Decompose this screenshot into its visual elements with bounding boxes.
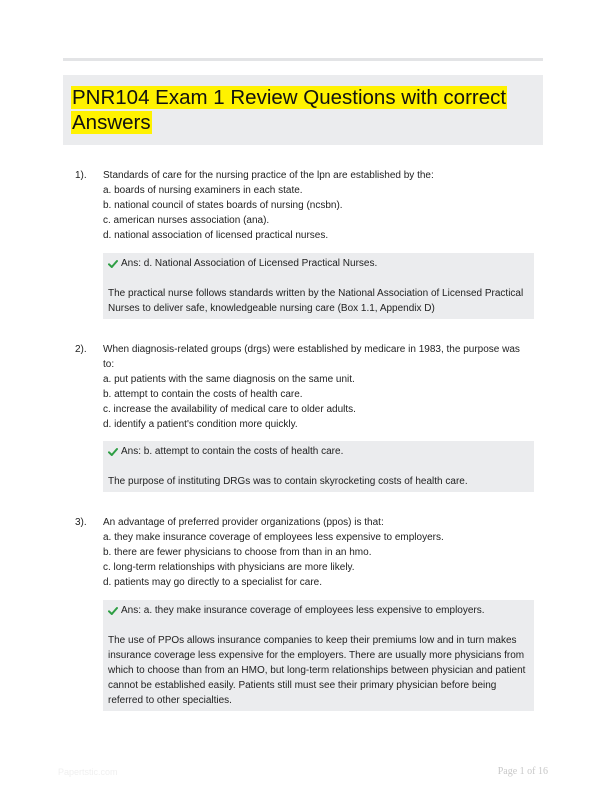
answer-text: Ans: a. they make insurance coverage of employees less expensive to employers.	[121, 605, 485, 616]
option-a: a. boards of nursing examiners in each state.	[103, 185, 303, 196]
option-c: c. increase the availability of medical care to older adults.	[103, 404, 356, 415]
answer-explanation: The use of PPOs allows insurance companies to keep their premiums low and in turn makes insurance coverage less expensive for the employers. There are usually more physicians from which to choose than from an HMO, but long-term relationships between physician and patient cannot be established easily. Patients still must see their primary physician before being referred to other specialties.	[108, 635, 526, 706]
title-banner	[63, 75, 543, 145]
option-d: d. identify a patient's condition more quickly.	[103, 419, 298, 430]
answer-line	[108, 603, 529, 618]
top-divider	[63, 58, 543, 61]
page-title-highlight: PNR104 Exam 1 Review Questions with correct Answers	[72, 86, 507, 134]
option-a: a. they make insurance coverage of employees less expensive to employers.	[103, 532, 444, 543]
option-b: b. there are fewer physicians to choose from than in an hmo.	[103, 547, 372, 558]
question-number: 1).	[75, 170, 87, 181]
question-text	[103, 342, 528, 432]
question-stem: An advantage of preferred provider organizations (ppos) is that:	[103, 517, 384, 528]
answer-explanation: The practical nurse follows standards written by the National Association of Licensed Practical Nurses to deliver safe, knowledgeable nursing care (Box 1.1, Appendix D)	[108, 288, 524, 314]
option-c: c. american nurses association (ana).	[103, 215, 270, 226]
footer-watermark: Papertstic.com	[58, 767, 118, 777]
answer-box-1	[103, 253, 534, 319]
question-stem: Standards of care for the nursing practice of the lpn are established by the:	[103, 170, 434, 181]
option-b: b. attempt to contain the costs of health care.	[103, 389, 303, 400]
check-icon	[108, 259, 118, 269]
option-d: d. national association of licensed practical nurses.	[103, 230, 329, 241]
answer-box-2	[103, 441, 534, 492]
option-d: d. patients may go directly to a specialist for care.	[103, 577, 322, 588]
question-number: 2).	[75, 344, 87, 355]
question-number: 3).	[75, 517, 87, 528]
question-text	[103, 515, 528, 590]
check-icon	[108, 606, 118, 616]
option-a: a. put patients with the same diagnosis on the same unit.	[103, 374, 355, 385]
answer-line	[108, 444, 529, 459]
option-b: b. national council of states boards of nursing (ncsbn).	[103, 200, 343, 211]
question-text	[103, 168, 528, 243]
answer-explanation: The purpose of instituting DRGs was to contain skyrocketing costs of health care.	[108, 476, 468, 487]
check-icon	[108, 447, 118, 457]
page-number: Page 1 of 16	[497, 766, 548, 777]
answer-text: Ans: d. National Association of Licensed Practical Nurses.	[121, 258, 378, 269]
page-title	[71, 86, 541, 135]
answer-line	[108, 256, 529, 271]
option-c: c. long-term relationships with physicians are more likely.	[103, 562, 355, 573]
answer-box-3	[103, 600, 534, 711]
question-stem: When diagnosis-related groups (drgs) were established by medicare in 1983, the purpose was to:	[103, 344, 520, 370]
answer-text: Ans: b. attempt to contain the costs of health care.	[121, 446, 344, 457]
